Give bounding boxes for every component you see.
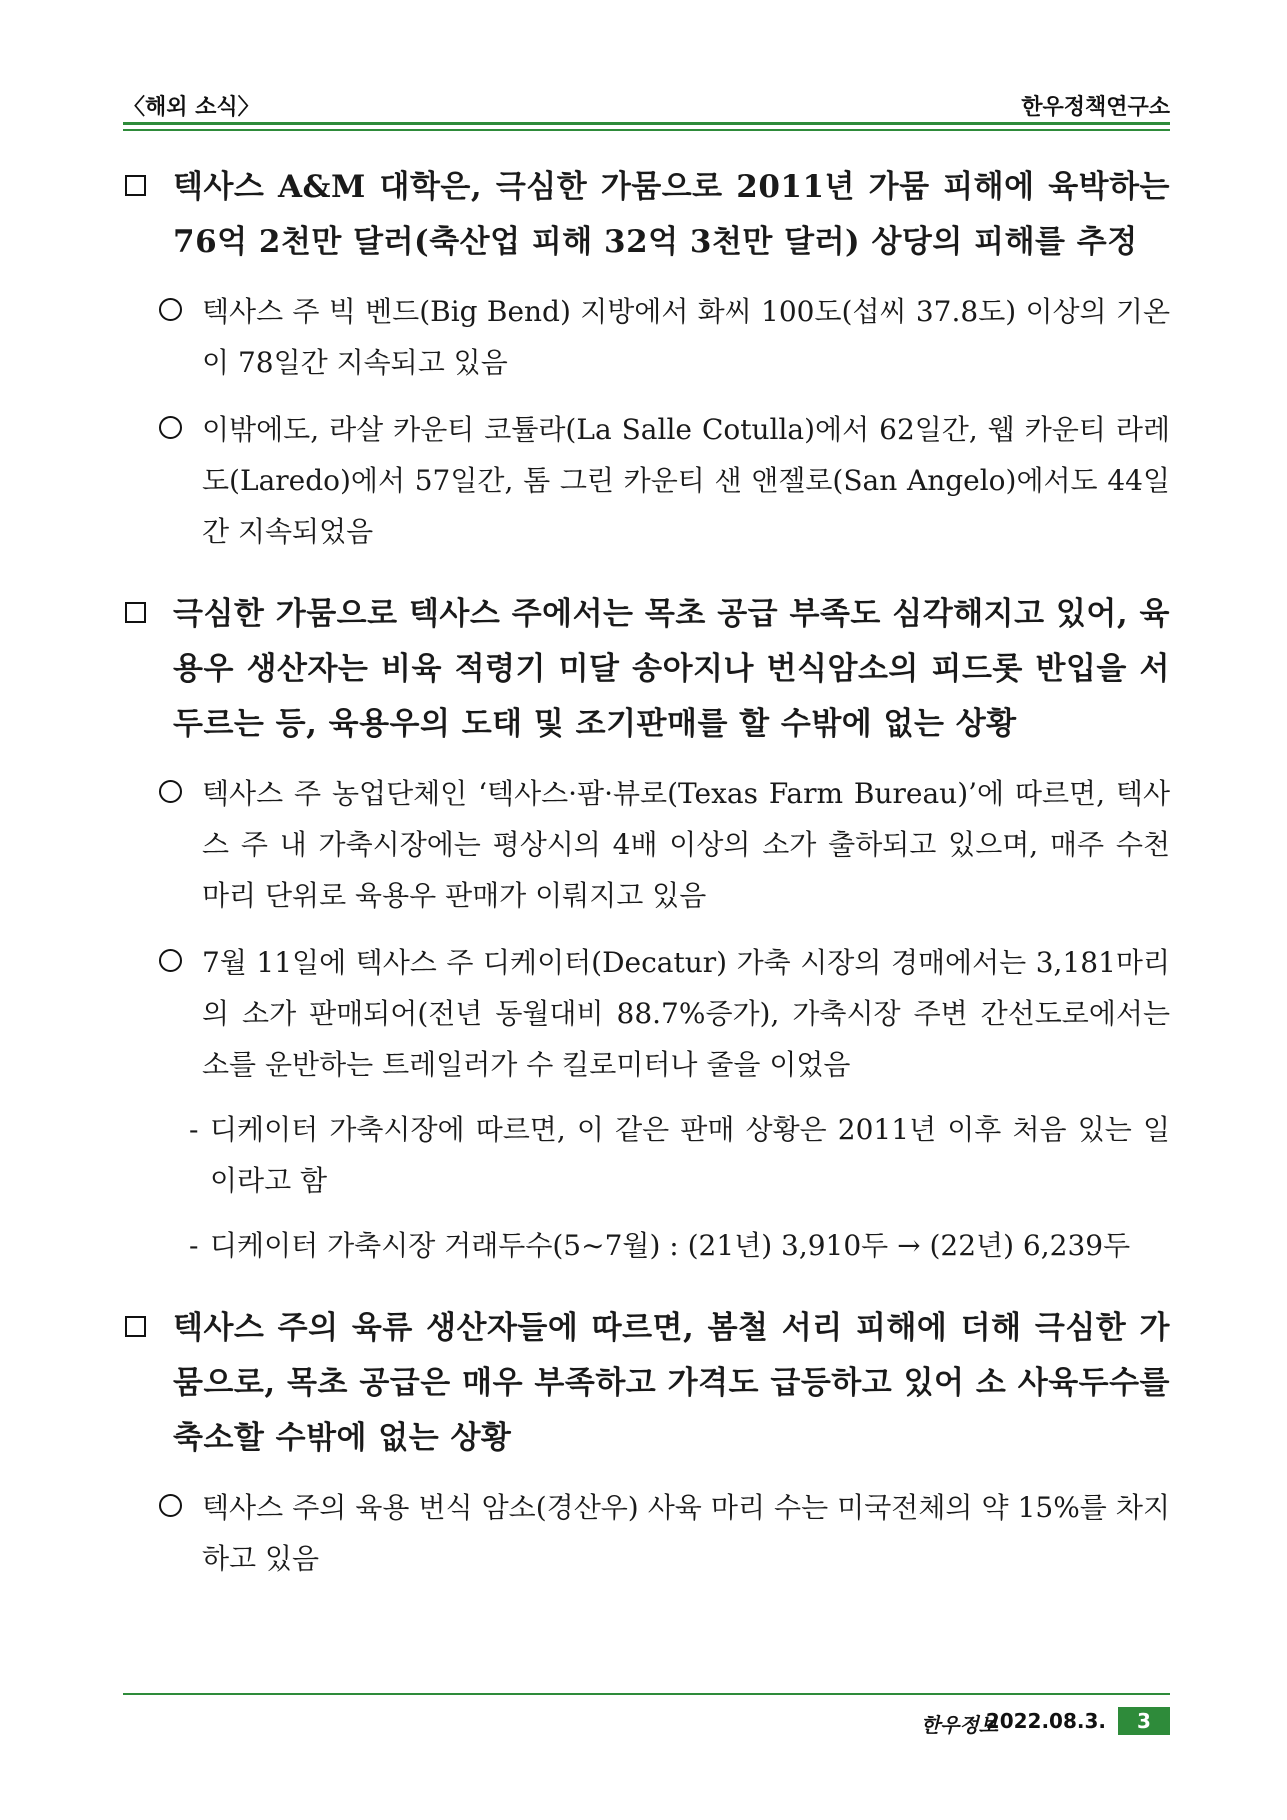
dash-text: 디케이터 가축시장 거래두수(5∼7월) : (21년) 3,910두 → (22년) 6,239두: [210, 1229, 1131, 1262]
circle-bullet-icon: [159, 780, 182, 803]
bullet-text: 이밖에도, 라살 카운티 코튤라(La Salle Cotulla)에서 62일간, 웹 카운티 라레도(Laredo)에서 57일간, 톰 그린 카운티 샌 앤젤로(San Angelo)에서도 44일간 지속되었음: [202, 413, 1170, 548]
heading-text: 텍사스 A&M 대학은, 극심한 가뭄으로 2011년 가뭄 피해에 육박하는 76억 2천만 달러(축산업 피해 32억 3천만 달러) 상당의 피해를 추정: [173, 169, 1170, 260]
section-heading: [123, 1301, 1170, 1466]
organization-name: 한우정책연구소: [1021, 95, 1170, 120]
page-number: 3: [1118, 1707, 1170, 1735]
publication-name: 한우정보: [920, 1713, 998, 1737]
checkbox-square-icon: [125, 1316, 146, 1337]
bullet-item: [123, 768, 1170, 921]
bullet-text: 7월 11일에 텍사스 주 디케이터(Decatur) 가축 시장의 경매에서는 3,181마리의 소가 판매되어(전년 동월대비 88.7%증가), 가축시장 주변 간선도로에서는 소를 운반하는 트레일러가 수 킬로미터나 줄을 이었음: [202, 946, 1170, 1081]
bullet-text: 텍사스 주 빅 벤드(Big Bend) 지방에서 화씨 100도(섭씨 37.8도) 이상의 기온이 78일간 지속되고 있음: [202, 295, 1170, 379]
dash-item: [123, 1104, 1170, 1206]
heading-text: 텍사스 주의 육류 생산자들에 따르면, 봄철 서리 피해에 더해 극심한 가뭄으로, 목초 공급은 매우 부족하고 가격도 급등하고 있어 소 사육두수를 축소할 수밖에 없는 상황: [173, 1310, 1170, 1456]
section-3: [123, 1301, 1170, 1584]
checkbox-square-icon: [125, 602, 146, 623]
bullet-item: [123, 937, 1170, 1090]
article-body: [123, 160, 1170, 1614]
issue-date: 2022.08.3.: [985, 1709, 1106, 1733]
heading-text: 극심한 가뭄으로 텍사스 주에서는 목초 공급 부족도 심각해지고 있어, 육용우 생산자는 비육 적령기 미달 송아지나 번식암소의 피드롯 반입을 서두르는 등, 육용우의 도태 및 조기판매를 할 수밖에 없는 상황: [173, 596, 1170, 742]
section-2: [123, 587, 1170, 1271]
dash-marker-icon: -: [189, 1229, 199, 1262]
bullet-text: 텍사스 주 농업단체인 ‘텍사스·팜·뷰로(Texas Farm Bureau)’에 따르면, 텍사스 주 내 가축시장에는 평상시의 4배 이상의 소가 출하되고 있으며, 매주 수천 마리 단위로 육용우 판매가 이뤄지고 있음: [202, 777, 1170, 912]
header-rule-thick: [123, 122, 1170, 125]
dash-text: 디케이터 가축시장에 따르면, 이 같은 판매 상황은 2011년 이후 처음 있는 일이라고 함: [210, 1113, 1170, 1197]
section-label: 〈해외 소식〉: [123, 95, 260, 120]
bullet-item: [123, 1482, 1170, 1584]
dash-marker-icon: -: [189, 1113, 199, 1146]
checkbox-square-icon: [125, 175, 146, 196]
section-heading: [123, 587, 1170, 752]
circle-bullet-icon: [159, 949, 182, 972]
section-heading: [123, 160, 1170, 270]
page-footer: [123, 1707, 1170, 1737]
bullet-text: 텍사스 주의 육용 번식 암소(경산우) 사육 마리 수는 미국전체의 약 15%를 차지하고 있음: [202, 1491, 1170, 1575]
bullet-item: [123, 404, 1170, 557]
footer-rule: [123, 1693, 1170, 1695]
bullet-item: [123, 286, 1170, 388]
circle-bullet-icon: [159, 298, 182, 321]
header-rule-thin: [123, 129, 1170, 131]
section-1: [123, 160, 1170, 557]
circle-bullet-icon: [159, 1494, 182, 1517]
dash-item: [123, 1220, 1170, 1271]
circle-bullet-icon: [159, 416, 182, 439]
